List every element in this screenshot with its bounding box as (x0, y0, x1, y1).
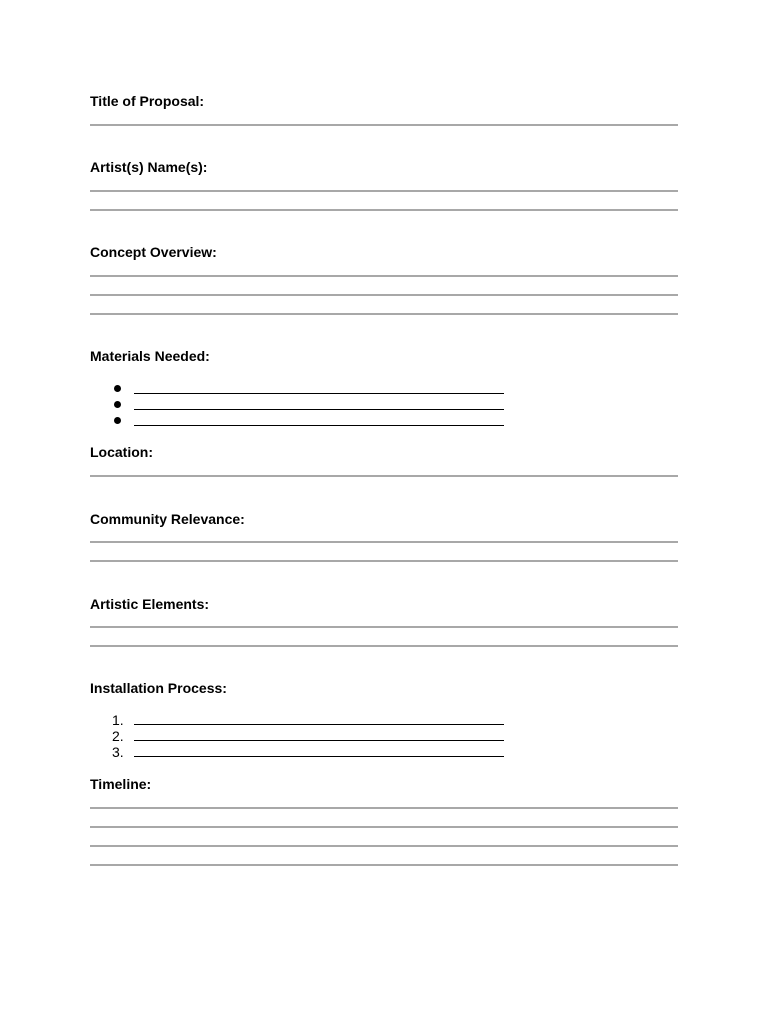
step-number: 2. (112, 728, 124, 744)
installation-blank-line[interactable] (134, 740, 504, 741)
artist-names-line-2[interactable] (90, 209, 678, 211)
community-relevance-label: Community Relevance: (90, 511, 245, 527)
step-number: 3. (112, 744, 124, 760)
timeline-line-3[interactable] (90, 845, 678, 847)
timeline-line-2[interactable] (90, 826, 678, 828)
materials-needed-label: Materials Needed: (90, 348, 210, 364)
installation-blank-line[interactable] (134, 724, 504, 725)
bullet-icon (114, 401, 121, 408)
installation-process-label: Installation Process: (90, 680, 227, 696)
location-label: Location: (90, 444, 153, 460)
timeline-line-1[interactable] (90, 807, 678, 809)
location-line[interactable] (90, 475, 678, 477)
artistic-elements-label: Artistic Elements: (90, 596, 210, 612)
step-number: 1. (112, 712, 124, 728)
bullet-icon (114, 417, 121, 424)
timeline-line-4[interactable] (90, 864, 678, 866)
artist-names-label: Artist(s) Name(s): (90, 159, 208, 175)
concept-overview-label: Concept Overview: (90, 244, 217, 260)
timeline-label: Timeline: (90, 776, 152, 792)
artist-names-line-1[interactable] (90, 190, 678, 192)
concept-overview-line-2[interactable] (90, 294, 678, 296)
concept-overview-line-1[interactable] (90, 275, 678, 277)
materials-list-item[interactable] (112, 413, 512, 429)
materials-list-item[interactable] (112, 397, 512, 413)
materials-blank-line[interactable] (134, 425, 504, 426)
concept-overview-line-3[interactable] (90, 313, 678, 315)
artistic-elements-line-2[interactable] (90, 645, 678, 647)
title-of-proposal-label: Title of Proposal: (90, 93, 205, 109)
installation-step-item[interactable] (112, 728, 512, 744)
artistic-elements-line-1[interactable] (90, 626, 678, 628)
installation-step-item[interactable] (112, 744, 512, 760)
materials-blank-line[interactable] (134, 393, 504, 394)
installation-step-item[interactable] (112, 712, 512, 728)
bullet-icon (114, 385, 121, 392)
community-relevance-line-1[interactable] (90, 541, 678, 543)
materials-blank-line[interactable] (134, 409, 504, 410)
title-of-proposal-line[interactable] (90, 124, 678, 126)
installation-blank-line[interactable] (134, 756, 504, 757)
materials-list-item[interactable] (112, 381, 512, 397)
community-relevance-line-2[interactable] (90, 560, 678, 562)
